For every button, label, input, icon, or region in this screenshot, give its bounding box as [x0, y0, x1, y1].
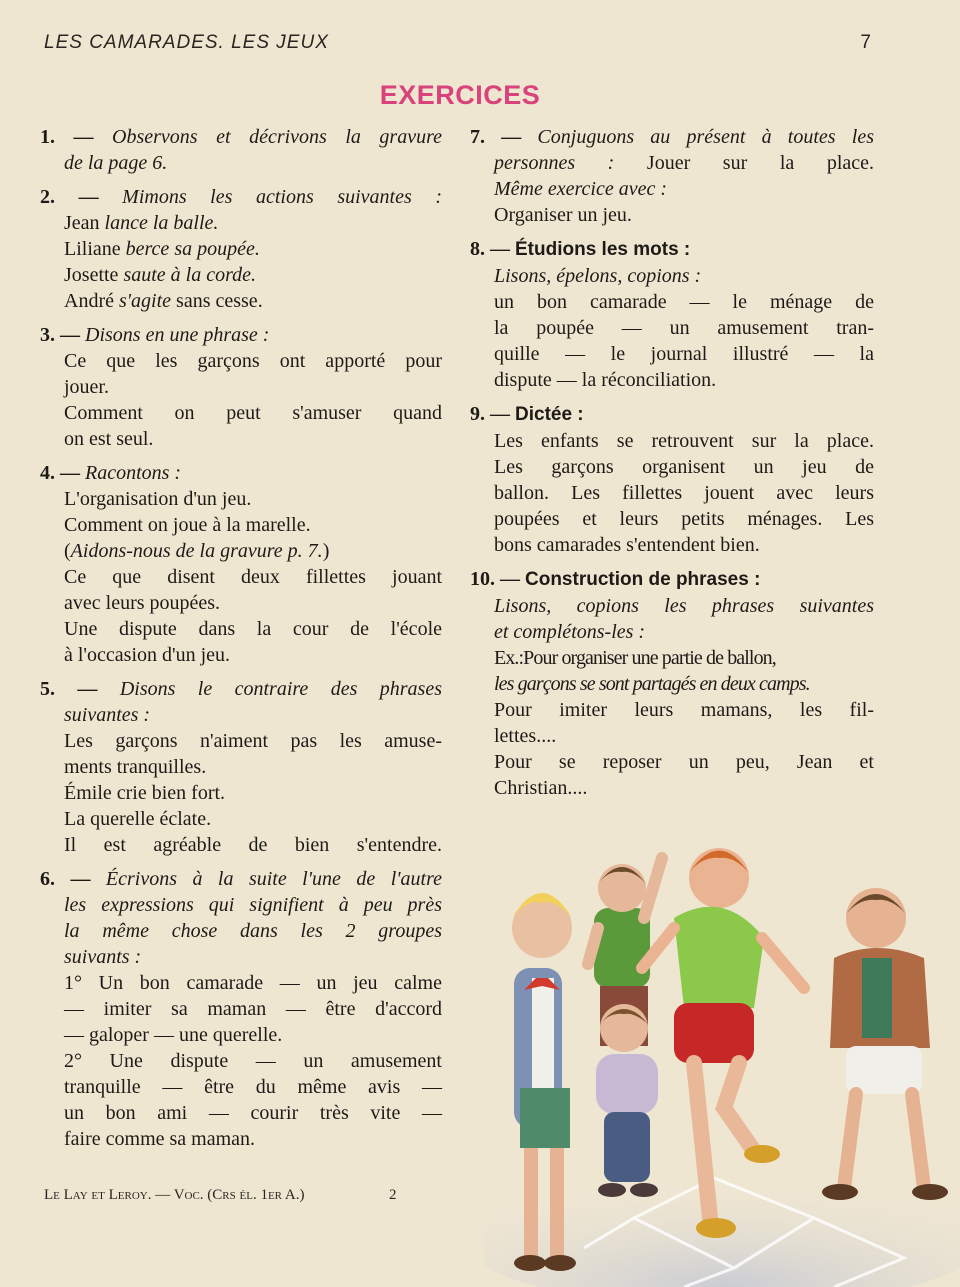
sentence: Ce que les garçons ont apporté pour [64, 350, 442, 372]
instruction: Lisons, copions les phrases suivantes [494, 595, 874, 617]
paren: ( [64, 540, 71, 562]
action: s'agite [118, 290, 172, 312]
sentence [40, 288, 442, 314]
action: lance la balle. [104, 212, 219, 234]
word-list: dispute — la réconciliation. [494, 369, 717, 391]
group-1: — galoper — une querelle. [64, 1024, 283, 1046]
exercise-title: Construction de phrases : [525, 569, 761, 590]
verb-phrase: Jouer sur la place. [614, 152, 875, 174]
exercise-number: 10. — [470, 568, 525, 590]
sentence: on est seul. [64, 428, 154, 450]
running-head [44, 32, 884, 54]
example: les garçons se sont partagés en deux camps. [494, 673, 810, 695]
instruction: les expressions qui signifient à peu près [64, 894, 442, 916]
page-footer [44, 1187, 397, 1204]
group-1: 1° Un bon camarade — un jeu calme [64, 972, 442, 994]
exercise-title: Dictée : [515, 404, 584, 425]
exercise-3 [40, 322, 442, 452]
sentence: Émile crie bien fort. [64, 782, 226, 804]
group-2: faire comme sa maman. [64, 1128, 256, 1150]
exercise-number: 9. — [470, 403, 515, 425]
signature-mark: 2 [389, 1187, 397, 1203]
subject: André [64, 290, 119, 312]
subject: Josette [64, 264, 124, 286]
exercise-7 [470, 124, 874, 228]
word-list: quille — le journal illustré — la [494, 343, 874, 365]
section-heading: EXERCICES [379, 80, 541, 110]
sentence [40, 262, 442, 288]
dictation-line: Les garçons organisent un jeu de [494, 456, 874, 478]
exercise-number: 1. — [40, 126, 113, 148]
sentence [40, 210, 442, 236]
instruction: Disons en une phrase : [85, 324, 270, 346]
instruction: Même exercice avec : [494, 178, 668, 200]
sentence: L'organisation d'un jeu. [64, 488, 252, 510]
action: saute à la corde. [123, 264, 257, 286]
instruction: Mimons les actions suivantes : [122, 186, 442, 208]
right-column [470, 124, 874, 809]
action: berce sa poupée. [125, 238, 260, 260]
exercise-10 [470, 566, 874, 801]
instruction: suivantes : [64, 704, 151, 726]
dictation-line: poupées et leurs petits ménages. Les [494, 508, 874, 530]
dictation-line: Les enfants se retrouvent sur la place. [494, 430, 874, 452]
dictation-line: bons camarades s'entendent bien. [494, 534, 760, 556]
phrase: Pour imiter leurs mamans, les fil- [494, 699, 874, 721]
sentence: jouer. [64, 376, 109, 398]
sentence: La querelle éclate. [64, 808, 212, 830]
sentence: à l'occasion d'un jeu. [64, 644, 231, 666]
instruction: Disons le contraire des phrases [119, 678, 443, 700]
subject: Liliane [64, 238, 126, 260]
instruction: et complétons-les : [494, 621, 646, 643]
sentence: avec leurs poupées. [64, 592, 221, 614]
instruction: Observons et décrivons la gravure [112, 126, 442, 148]
exercise-number: 8. — [470, 238, 515, 260]
verb-phrase: Organiser un jeu. [494, 204, 632, 226]
children-playing-illustration [484, 818, 960, 1287]
subject: Jean [64, 212, 105, 234]
instruction: la même chose dans les 2 groupes [64, 920, 442, 942]
sentence-end: sans cesse. [171, 290, 263, 312]
sentence [40, 538, 442, 564]
phrase: Christian.... [494, 777, 588, 799]
exercise-6 [40, 866, 442, 1152]
exercise-5 [40, 676, 442, 858]
exercise-number: 2. — [40, 186, 123, 208]
note: Aidons-nous de la gravure p. 7. [70, 540, 323, 562]
exercise-number: 4. — [40, 462, 85, 484]
instruction: personnes : [494, 152, 615, 174]
example: Ex.:Pour organiser une partie de ballon, [494, 647, 776, 669]
boy-brown-jacket [822, 888, 948, 1200]
boy-crouching [596, 1004, 658, 1197]
instruction: Racontons : [85, 462, 182, 484]
phrase: lettes.... [494, 725, 557, 747]
group-2: 2° Une dispute — un amusement [64, 1050, 442, 1072]
running-title: LES CAMARADES. LES JEUX [44, 32, 329, 53]
paren: ) [322, 540, 330, 562]
left-column [40, 124, 442, 1160]
exercise-9 [470, 401, 874, 558]
group-1: — imiter sa maman — être d'accord [64, 998, 442, 1020]
publisher-line: Le Lay et Leroy. — Voc. (Crs él. 1er A.) [44, 1187, 305, 1203]
group-2: un bon ami — courir très vite — [64, 1102, 442, 1124]
sentence: Ce que disent deux fillettes jouant [64, 566, 442, 588]
sentence: Il est agréable de bien s'entendre. [64, 834, 442, 856]
exercise-8 [470, 236, 874, 393]
page-number: 7 [860, 32, 872, 53]
instruction: Conjuguons au présent à toutes les [537, 126, 875, 148]
exercise-number: 7. — [470, 126, 538, 148]
sentence: Les garçons n'aiment pas les amuse- [64, 730, 442, 752]
exercise-4 [40, 460, 442, 668]
exercise-number: 6. — [40, 868, 106, 890]
sentence [40, 236, 442, 262]
word-list: un bon camarade — le ménage de [494, 291, 874, 313]
instruction: Écrivons à la suite l'une de l'autre [105, 868, 442, 890]
sentence: Une dispute dans la cour de l'école [64, 618, 442, 640]
phrase: Pour se reposer un peu, Jean et [494, 751, 874, 773]
instruction: suivants : [64, 946, 142, 968]
word-list: la poupée — un amusement tran- [494, 317, 874, 339]
group-2: tranquille — être du même avis — [64, 1076, 442, 1098]
exercise-2 [40, 184, 442, 314]
dictation-line: ballon. Les fillettes jouent avec leurs [494, 482, 874, 504]
exercise-number: 5. — [40, 678, 120, 700]
sentence: ments tranquilles. [64, 756, 207, 778]
instruction: Lisons, épelons, copions : [494, 265, 702, 287]
exercise-title: Étudions les mots : [515, 239, 691, 260]
sentence: Comment on peut s'amuser quand [64, 402, 442, 424]
instruction: de la page 6. [64, 152, 168, 174]
exercise-1 [40, 124, 442, 176]
exercise-number: 3. — [40, 324, 85, 346]
sentence: Comment on joue à la marelle. [64, 514, 311, 536]
